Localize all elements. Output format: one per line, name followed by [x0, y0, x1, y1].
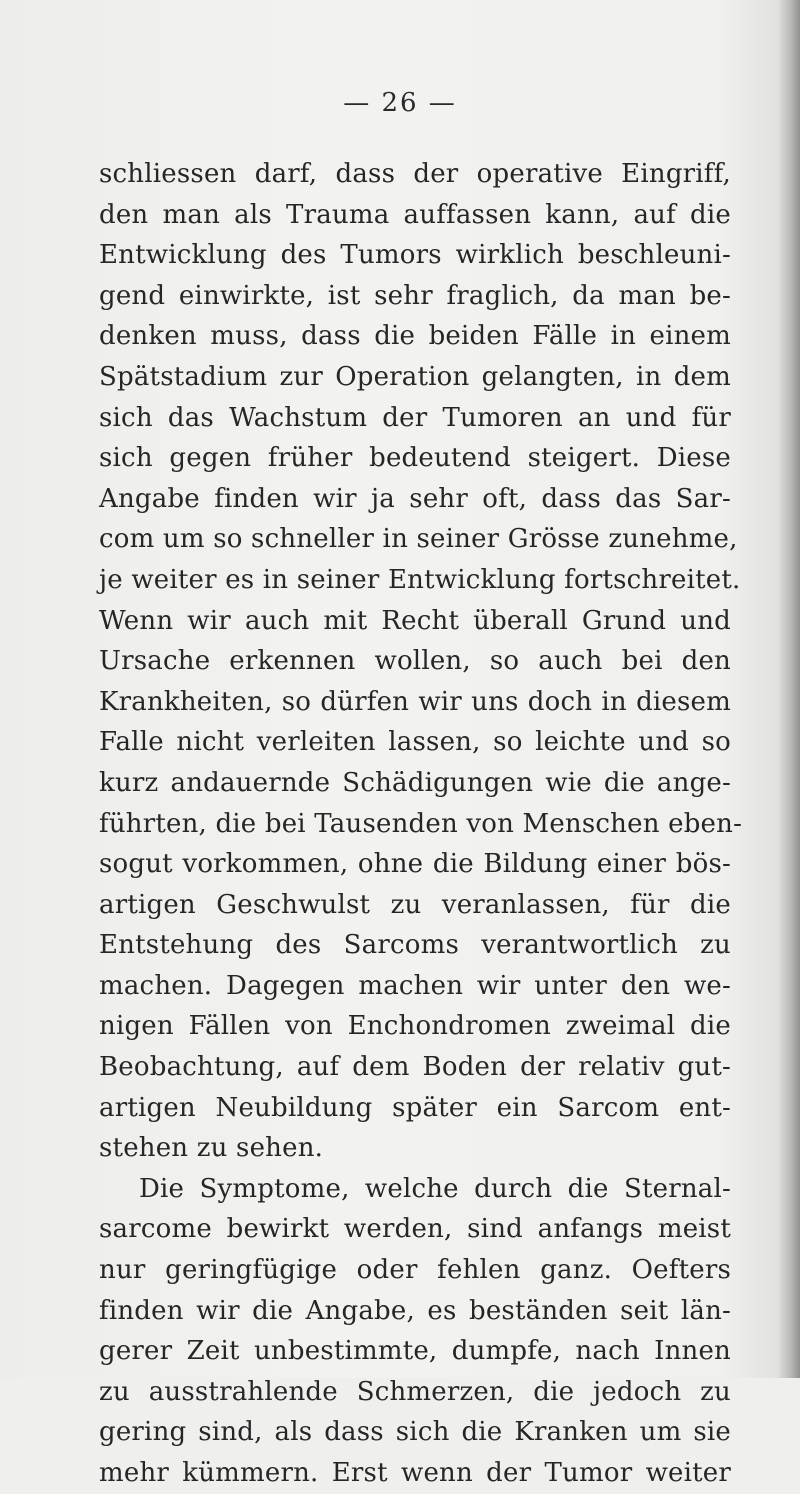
text-line: gering sind, als dass sich die Kranken um sie: [99, 1417, 731, 1448]
text-line: sich das Wachstum der Tumoren an und für: [99, 402, 731, 433]
text-line: denken muss, dass die beiden Fälle in einem: [99, 321, 731, 352]
text-line: Spätstadium zur Operation gelangten, in dem: [99, 361, 731, 392]
body-text: [99, 154, 743, 1494]
text-line: com um so schneller in seiner Grösse zunehme,: [99, 524, 738, 555]
text-line: sarcome bewirkt werden, sind anfangs meist: [99, 1214, 731, 1245]
text-line: zu ausstrahlende Schmerzen, die jedoch zu: [99, 1376, 731, 1407]
text-line: Entwicklung des Tumors wirklich beschleuni-: [99, 240, 731, 271]
text-line: sich gegen früher bedeutend steigert. Diese: [99, 443, 731, 474]
text-line: den man als Trauma auffassen kann, auf die: [99, 199, 731, 230]
text-line: mehr kümmern. Erst wenn der Tumor weiter: [99, 1458, 731, 1488]
text-line: gerer Zeit unbestimmte, dumpfe, nach Innen: [99, 1336, 731, 1367]
paragraph-end-line: stehen zu sehen.: [99, 1133, 324, 1164]
text-line: schliessen darf, dass der operative Eingriff,: [99, 159, 731, 189]
text-line: finden wir die Angabe, es beständen seit län-: [99, 1295, 731, 1326]
page-edge-shadow: [778, 0, 800, 1378]
text-line: Ursache erkennen wollen, so auch bei den: [99, 646, 731, 677]
text-line: nur geringfügige oder fehlen ganz. Oefters: [99, 1255, 731, 1286]
text-line: Angabe finden wir ja sehr oft, dass das Sar-: [99, 483, 731, 514]
page-number: — 26 —: [343, 88, 457, 118]
text-line: Entstehung des Sarcoms verantwortlich zu: [99, 930, 731, 961]
text-line: sogut vorkommen, ohne die Bildung einer bös-: [99, 849, 731, 880]
text-line: artigen Neubildung später ein Sarcom ent-: [99, 1092, 731, 1123]
text-line: artigen Geschwulst zu veranlassen, für die: [99, 889, 731, 920]
text-line: Falle nicht verleiten lassen, so leichte und so: [99, 727, 731, 758]
text-line: kurz andauernde Schädigungen wie die ange-: [99, 767, 731, 798]
text-line: Beobachtung, auf dem Boden der relativ gut-: [99, 1052, 731, 1083]
paragraph-start-line: Die Symptome, welche durch die Sternal-: [139, 1173, 731, 1204]
text-line: Wenn wir auch mit Recht überall Grund und: [99, 605, 731, 636]
text-line: führten, die bei Tausenden von Menschen eben-: [99, 808, 743, 839]
text-line: je weiter es in seiner Entwicklung fortschreitet.: [99, 564, 741, 595]
text-line: gend einwirkte, ist sehr fraglich, da man be-: [99, 280, 731, 311]
text-line: machen. Dagegen machen wir unter den we-: [99, 970, 731, 1001]
text-line: Krankheiten, so dürfen wir uns doch in diesem: [99, 686, 731, 717]
text-line: nigen Fällen von Enchondromen zweimal die: [99, 1011, 731, 1042]
